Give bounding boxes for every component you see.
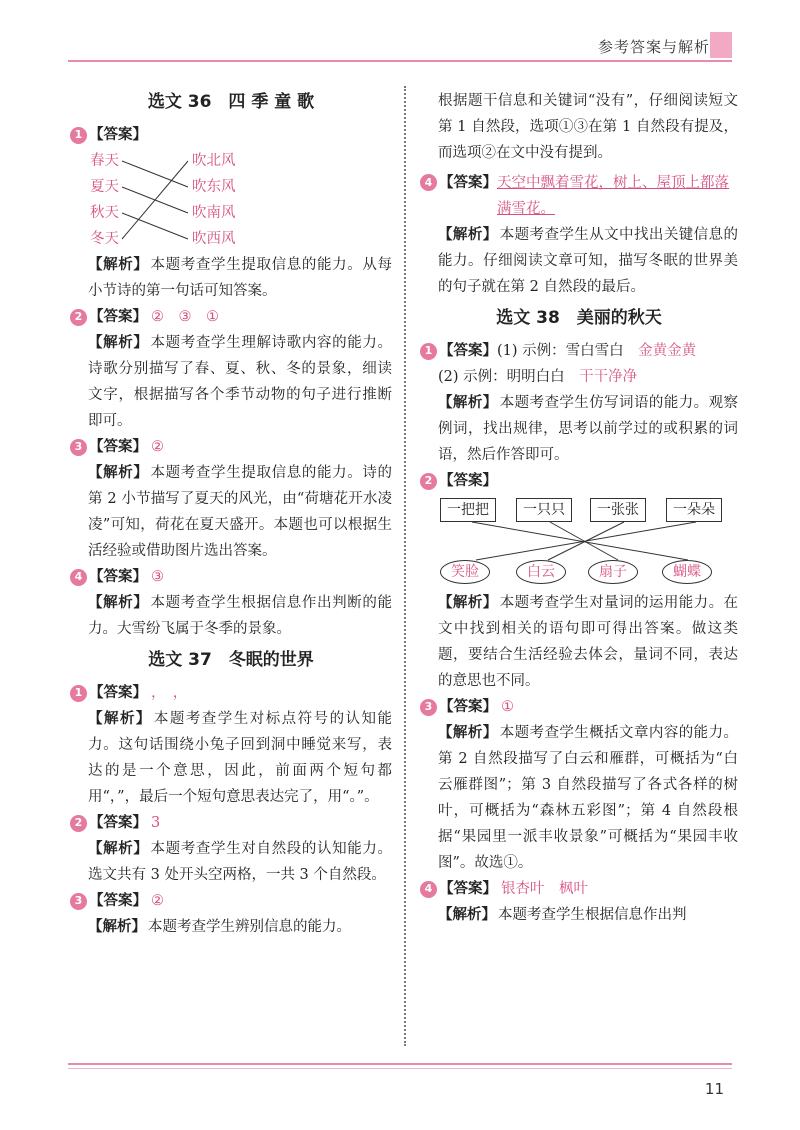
answer-text: 3 (151, 815, 161, 831)
question-37-3: 3 【答案】 ② 【解析】 本题考查学生辨别信息的能力。 (70, 888, 392, 940)
analysis-paragraph: 【解析】 本题考查学生对自然段的认知能力。选文共有 3 处开头空两格，一共 3 个自然段。 (88, 841, 393, 883)
footer-rule (68, 1063, 732, 1065)
section-title-38: 选文 38 美丽的秋天 (496, 308, 662, 328)
answer-text: ① (501, 699, 514, 715)
right-column (420, 88, 738, 928)
question-36-2: 2 【答案】 ② ③ ① 【解析】 本题考查学生理解诗歌内容的能力。诗歌分别描写了春、夏、秋、冬的景象，细读文字，根据描写各个季节动物的句子进行推断即可。 (70, 304, 392, 434)
question-37-1: 1 【答案】 ， ， 【解析】 本题考查学生对标点符号的认知能力。这句话围绕小兔子回到洞中睡觉来写，表达的是一个意思，因此，前面两个短句都用“，”，最后一个短句意思表达完了，用“。”。 (70, 680, 392, 810)
answer-text: ② (151, 439, 164, 455)
analysis-paragraph: 【解析】 本题考查学生提取信息的能力。从每小节诗的第一句话可知答案。 (88, 257, 393, 299)
answer-example-2: (2) 示例：明明白白 (438, 369, 580, 385)
header-tab-decoration (710, 32, 732, 58)
question-37-2: 2 【答案】 3 【解析】 本题考查学生对自然段的认知能力。选文共有 3 处开头空两格，一共 3 个自然段。 (70, 810, 392, 888)
column-divider (404, 86, 406, 1046)
analysis-paragraph: 【解析】 本题考查学生理解诗歌内容的能力。诗歌分别描写了春、夏、秋、冬的景象，细读文字，根据描写各个季节动物的句子进行推断即可。 (88, 335, 393, 429)
question-number-badge: 4 (70, 569, 87, 586)
noun-oval: 蝴蝶 (662, 560, 712, 584)
measure-word-box: 一张张 (590, 498, 646, 522)
question-36-3: 3 【答案】 ② 【解析】 本题考查学生提取信息的能力。诗的第 2 小节描写了夏天的风光，由“荷塘花开水凌凌”可知，荷花在夏天盛开。本题也可以根据生活经验或借助图片选出答案。 (70, 434, 392, 564)
question-number-badge: 3 (70, 893, 87, 910)
measure-word-box: 一只只 (516, 498, 572, 522)
wind-south: 吹南风 (192, 205, 236, 221)
analysis-paragraph: 【解析】 本题考查学生从文中找出关键信息的能力。仔细阅读文章可知，描写冬眠的世界美的句子就在第 2 自然段的最后。 (438, 227, 739, 295)
question-number-badge: 2 (70, 815, 87, 832)
wind-north: 吹北风 (192, 153, 236, 169)
analysis-paragraph: 【解析】 本题考查学生对量词的运用能力。在文中找到相关的语句即可得出答案。做这类题，要结合生活经验去体会，量词不同，表达的意思也不同。 (438, 595, 739, 689)
question-38-1: 1 【答案】 (1) 示例：雪白雪白 金黄金黄 (2) 示例：明明白白 干干净净 【解析】 本题考查学生仿写词语的能力。观察例词，找出规律，思考以前学过的或积累的词语，然后作答即可。 (420, 338, 738, 468)
noun-oval: 笑脸 (440, 560, 490, 584)
answer-text: ③ (151, 569, 164, 585)
header-rule (68, 60, 732, 62)
question-number-badge: 3 (420, 699, 437, 716)
analysis-paragraph: 【解析】 本题考查学生辨别信息的能力。 (88, 919, 351, 935)
answer-example-1: (1) 示例：雪白雪白 (497, 343, 639, 359)
left-column (70, 88, 392, 940)
section-title-37: 选文 37 冬眠的世界 (148, 650, 314, 670)
season-wind-matching (88, 148, 392, 252)
header-title: 参考答案与解析 (597, 38, 710, 56)
answer-label: 【答案】 (89, 127, 147, 143)
measure-word-matching (438, 494, 738, 590)
analysis-paragraph: 【解析】 本题考查学生对标点符号的认知能力。这句话围绕小兔子回到洞中睡觉来写，表达的是一个意思，因此，前面两个短句都用“，”，最后一个短句意思表达完了，用“。”。 (88, 711, 393, 805)
question-number-badge: 1 (420, 343, 437, 360)
analysis-paragraph: 【解析】 本题考查学生根据信息作出判 (438, 907, 687, 923)
answer-text: ， ， (151, 685, 188, 701)
analysis-paragraph: 【解析】 本题考查学生概括文章内容的能力。第 2 自然段描写了白云和雁群，可概括为“白云雁群图”；第 3 自然段描写了各式各样的树叶，可概括为“森林五彩图”；第 4 自然段根据“果园里一派丰收景象”可概括为“果园丰收图”。故选①。 (438, 725, 739, 871)
season-spring: 春天 (90, 153, 119, 169)
season-autumn: 秋天 (90, 205, 119, 221)
question-38-2: 2 【答案】 一把把 一只只 一张张 一朵朵 笑脸 白云 扇子 蝴蝶 【解析】 本题考查学生对量词的运用能力。在文中找到相关的语句即可得出答案。做这类题，要结合生活经验去体会，量词不同，表达的意思也不同。 (420, 468, 738, 694)
analysis-paragraph: 【解析】 本题考查学生仿写词语的能力。观察例词，找出规律，思考以前学过的或积累的词语，然后作答即可。 (438, 395, 739, 463)
wind-west: 吹西风 (192, 231, 236, 247)
measure-word-box: 一把把 (440, 498, 496, 522)
analysis-paragraph: 【解析】 本题考查学生提取信息的能力。诗的第 2 小节描写了夏天的风光，由“荷塘花开水凌凌”可知，荷花在夏天盛开。本题也可以根据生活经验或借助图片选出答案。 (88, 465, 393, 559)
analysis-paragraph: 【解析】 本题考查学生根据信息作出判断的能力。大雪纷飞属于冬季的景象。 (88, 595, 393, 637)
answer-text: ② ③ ① (151, 309, 219, 325)
footer-rule-thin (68, 1068, 732, 1069)
question-number-badge: 4 (420, 174, 437, 191)
noun-oval: 扇子 (588, 560, 638, 584)
answer-text: 干干净净 (579, 369, 638, 385)
section-title-36: 选文 36 四 季 童 歌 (147, 92, 315, 112)
question-number-badge: 1 (70, 685, 87, 702)
question-number-badge: 3 (70, 439, 87, 456)
answer-text: 金黄金黄 (638, 343, 697, 359)
answer-text: 天空中飘着雪花，树上、屋顶上都落满雪花。 (497, 175, 729, 217)
question-38-4: 4 【答案】 银杏叶 枫叶 【解析】 本题考查学生根据信息作出判 (420, 876, 738, 928)
question-number-badge: 2 (420, 473, 437, 490)
analysis-continuation: 根据题干信息和关键词“没有”，仔细阅读短文第 1 自然段，选项①③在第 1 自然段有提及，而选项②在文中没有提到。 (438, 93, 738, 161)
question-38-3: 3 【答案】 ① 【解析】 本题考查学生概括文章内容的能力。第 2 自然段描写了白云和雁群，可概括为“白云雁群图”；第 3 自然段描写了各式各样的树叶，可概括为“森林五彩图”；第 4 自然段根据“果园里一派丰收景象”可概括为“果园丰收图”。故选①。 (420, 694, 738, 876)
season-winter: 冬天 (90, 231, 119, 247)
season-summer: 夏天 (90, 179, 119, 195)
page-number: 11 (704, 1080, 724, 1098)
answer-text: ② (151, 893, 164, 909)
wind-east: 吹东风 (192, 179, 236, 195)
question-36-4: 4 【答案】 ③ 【解析】 本题考查学生根据信息作出判断的能力。大雪纷飞属于冬季的景象。 (70, 564, 392, 642)
question-36-1 (70, 122, 392, 304)
answer-text: 银杏叶 枫叶 (501, 881, 588, 897)
measure-word-box: 一朵朵 (666, 498, 722, 522)
question-number-badge: 2 (70, 309, 87, 326)
question-number-badge: 1 (70, 127, 87, 144)
question-37-4: 4 【答案】 天空中飘着雪花，树上、屋顶上都落满雪花。 【解析】 本题考查学生从文中找出关键信息的能力。仔细阅读文章可知，描写冬眠的世界美的句子就在第 2 自然段的最后。 (420, 170, 738, 300)
noun-oval: 白云 (516, 560, 566, 584)
question-number-badge: 4 (420, 881, 437, 898)
